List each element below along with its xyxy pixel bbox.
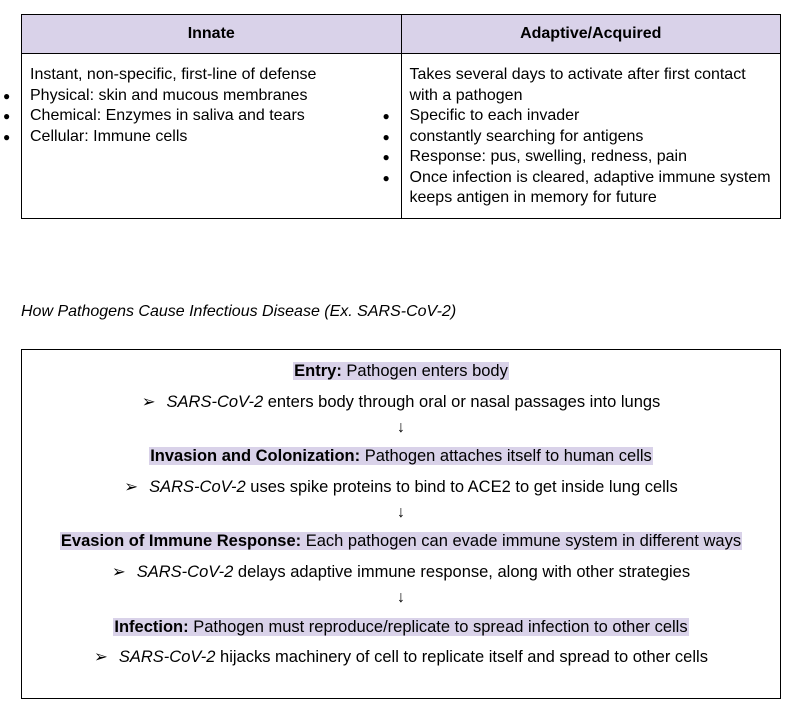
table-header-row xyxy=(22,15,781,54)
stage-heading xyxy=(22,360,780,382)
pathogen-name: SARS-CoV-2 xyxy=(149,478,246,496)
stage-example xyxy=(22,391,780,413)
arrowhead-bullet-icon: ➢ xyxy=(141,393,156,411)
adaptive-cell xyxy=(401,54,781,219)
infection-process-box xyxy=(21,349,781,699)
table-body-row xyxy=(22,54,781,219)
innate-intro: Instant, non-specific, first-line of defense xyxy=(30,66,317,83)
stage-example xyxy=(22,476,780,498)
innate-cell xyxy=(22,54,402,219)
stage-example xyxy=(22,561,780,583)
list-item: ● constantly searching for antigens xyxy=(410,127,773,148)
adaptive-intro: Takes several days to activate after first contact with a pathogen xyxy=(409,66,746,104)
arrowhead-bullet-icon: ➢ xyxy=(111,563,126,581)
list-item: ● Specific to each invader xyxy=(410,106,773,127)
adaptive-header: Adaptive/Acquired xyxy=(401,15,781,54)
stage-highlight xyxy=(149,447,653,465)
stage-heading xyxy=(22,445,780,467)
list-item: ● Once infection is cleared, adaptive immune system keeps antigen in memory for future xyxy=(410,168,773,209)
down-arrow-icon: ↓ xyxy=(397,419,405,436)
stage-example xyxy=(22,646,780,668)
arrowhead-bullet-icon: ➢ xyxy=(124,478,139,496)
stage-title: Infection: xyxy=(114,618,189,636)
down-arrow-icon: ↓ xyxy=(397,504,405,521)
example-text: delays adaptive immune response, along with other strategies xyxy=(233,563,691,581)
innate-list xyxy=(30,86,393,148)
stage-description: Pathogen attaches itself to human cells xyxy=(360,447,652,465)
list-item: ● Response: pus, swelling, redness, pain xyxy=(410,147,773,168)
pathogen-name: SARS-CoV-2 xyxy=(136,563,234,581)
stage-description: Pathogen must reproduce/replicate to spread infection to other cells xyxy=(188,618,688,636)
stage-highlight xyxy=(60,532,742,550)
down-arrow-icon: ↓ xyxy=(397,589,405,606)
innate-header: Innate xyxy=(22,15,402,54)
stage-description: Each pathogen can evade immune system in different ways xyxy=(301,532,742,550)
pathogen-name: SARS-CoV-2 xyxy=(118,648,216,666)
example-text: uses spike proteins to bind to ACE2 to get inside lung cells xyxy=(245,478,678,496)
list-item: ● Physical: skin and mucous membranes xyxy=(30,86,393,107)
arrowhead-bullet-icon: ➢ xyxy=(94,648,108,666)
adaptive-list xyxy=(410,106,773,209)
example-text: hijacks machinery of cell to replicate itself and spread to other cells xyxy=(215,648,708,666)
example-text: enters body through oral or nasal passages into lungs xyxy=(263,393,661,411)
stage-highlight xyxy=(293,362,509,380)
section-subtitle: How Pathogens Cause Infectious Disease (Ex. SARS-CoV-2) xyxy=(21,303,457,320)
stage-description: Pathogen enters body xyxy=(341,362,508,380)
pathogen-name: SARS-CoV-2 xyxy=(166,393,264,411)
stage-title: Entry: xyxy=(294,362,342,380)
stage-title: Invasion and Colonization: xyxy=(150,447,361,465)
list-item: ● Cellular: Immune cells xyxy=(30,127,393,148)
stage-heading xyxy=(22,616,780,638)
stage-heading xyxy=(22,530,780,552)
stage-highlight xyxy=(113,618,688,636)
list-item: ● Chemical: Enzymes in saliva and tears xyxy=(30,106,393,127)
stage-title: Evasion of Immune Response: xyxy=(60,532,302,550)
immunity-table xyxy=(21,14,781,219)
